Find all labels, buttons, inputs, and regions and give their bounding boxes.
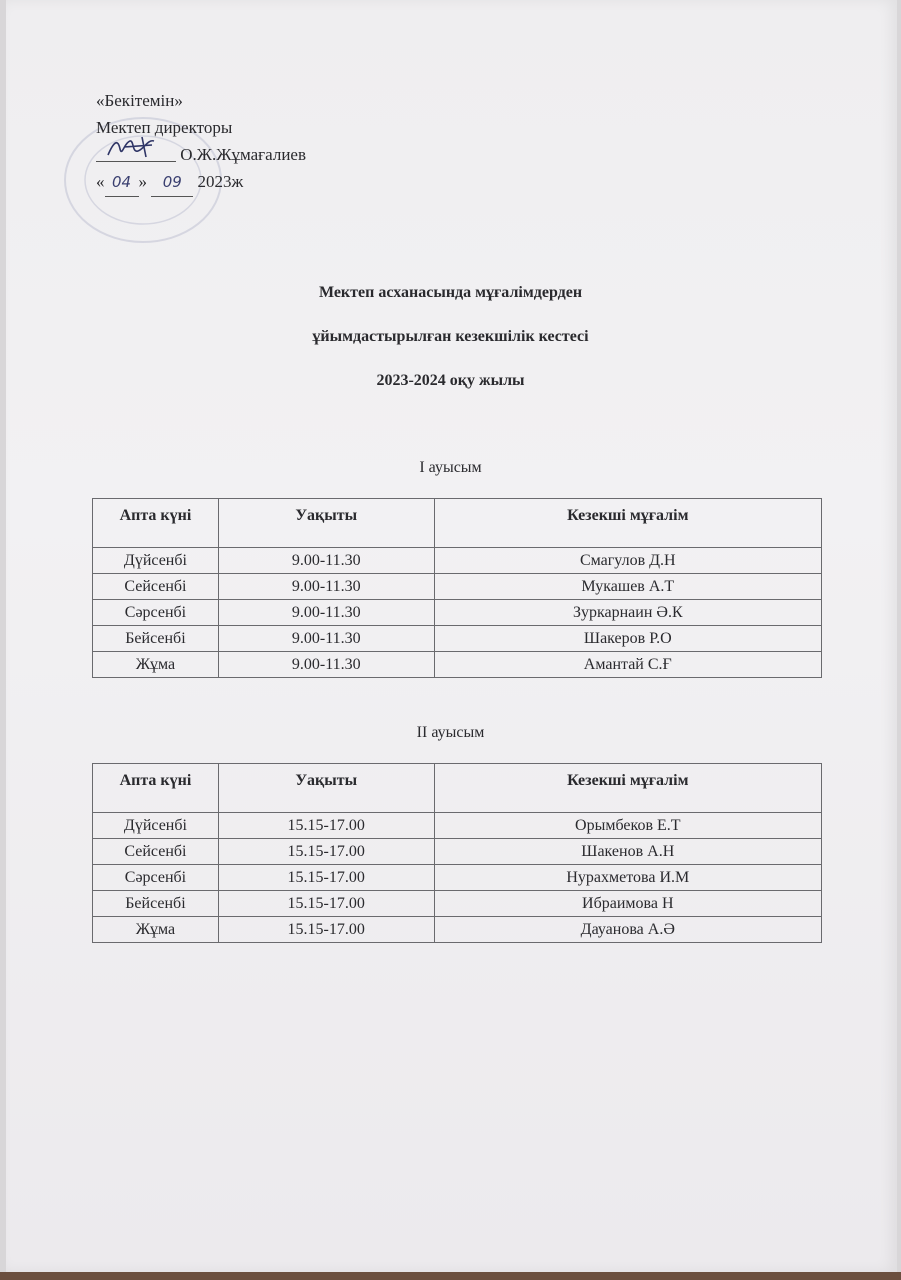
table-row bbox=[93, 574, 822, 600]
cell-time: 9.00-11.30 bbox=[218, 600, 434, 626]
table-row bbox=[93, 652, 822, 678]
shift-2-label: II ауысым bbox=[416, 724, 485, 741]
cell-teacher: Шакеров Р.О bbox=[434, 626, 821, 652]
table-row bbox=[93, 626, 822, 652]
signature bbox=[96, 143, 176, 162]
date-month: 09 bbox=[151, 169, 193, 197]
cell-teacher: Мукашев А.Т bbox=[434, 574, 821, 600]
cell-time: 9.00-11.30 bbox=[218, 548, 434, 574]
signature-line bbox=[96, 141, 306, 168]
table-row bbox=[93, 891, 822, 917]
cell-time: 15.15-17.00 bbox=[218, 865, 434, 891]
cell-teacher: Орымбеков Е.Т bbox=[434, 813, 821, 839]
table-header-row bbox=[93, 764, 822, 813]
cell-teacher: Амантай С.Ғ bbox=[434, 652, 821, 678]
title-line-2: ұйымдастырылған кезекшілік кестесі bbox=[312, 328, 589, 345]
cell-weekday: Сейсенбі bbox=[93, 574, 219, 600]
header-weekday: Апта күні bbox=[93, 764, 219, 813]
cell-time: 15.15-17.00 bbox=[218, 813, 434, 839]
cell-weekday: Дүйсенбі bbox=[93, 813, 219, 839]
cell-time: 15.15-17.00 bbox=[218, 917, 434, 943]
header-time: Уақыты bbox=[218, 764, 434, 813]
date-day: 04 bbox=[105, 169, 139, 197]
table-row bbox=[93, 813, 822, 839]
cell-time: 9.00-11.30 bbox=[218, 626, 434, 652]
cell-weekday: Бейсенбі bbox=[93, 626, 219, 652]
header-teacher: Кезекші мұғалім bbox=[434, 499, 821, 548]
cell-weekday: Жұма bbox=[93, 652, 219, 678]
cell-weekday: Сәрсенбі bbox=[93, 865, 219, 891]
approval-block bbox=[96, 87, 306, 195]
table-row bbox=[93, 865, 822, 891]
cell-weekday: Дүйсенбі bbox=[93, 548, 219, 574]
title-line-1: Мектеп асханасында мұғалімдерден bbox=[318, 284, 583, 301]
shift-1-label: I ауысым bbox=[419, 459, 482, 476]
shift-1-table bbox=[92, 498, 822, 678]
cell-weekday: Сәрсенбі bbox=[93, 600, 219, 626]
cell-time: 15.15-17.00 bbox=[218, 839, 434, 865]
table-row bbox=[93, 839, 822, 865]
cell-teacher: Шакенов А.Н bbox=[434, 839, 821, 865]
cell-time: 9.00-11.30 bbox=[218, 574, 434, 600]
header-teacher: Кезекші мұғалім bbox=[434, 764, 821, 813]
table-row bbox=[93, 548, 822, 574]
header-weekday: Апта күні bbox=[93, 499, 219, 548]
table-header-row bbox=[93, 499, 822, 548]
approve-label: «Бекітемін» bbox=[96, 91, 183, 110]
table-surface bbox=[0, 1272, 901, 1280]
cell-time: 9.00-11.30 bbox=[218, 652, 434, 678]
cell-teacher: Нурахметова И.М bbox=[434, 865, 821, 891]
cell-weekday: Жұма bbox=[93, 917, 219, 943]
date-year: 2023ж bbox=[197, 172, 244, 191]
table-row bbox=[93, 917, 822, 943]
cell-teacher: Ибраимова Н bbox=[434, 891, 821, 917]
cell-time: 15.15-17.00 bbox=[218, 891, 434, 917]
shift-2-table bbox=[92, 763, 822, 943]
cell-teacher: Смагулов Д.Н bbox=[434, 548, 821, 574]
director-name: О.Ж.Жұмағалиев bbox=[180, 145, 306, 164]
header-time: Уақыты bbox=[218, 499, 434, 548]
director-position: Мектеп директоры bbox=[96, 118, 233, 137]
cell-teacher: Зуркарнаин Ә.К bbox=[434, 600, 821, 626]
cell-weekday: Сейсенбі bbox=[93, 839, 219, 865]
title-line-3: 2023-2024 оқу жылы bbox=[376, 372, 525, 389]
table-row bbox=[93, 600, 822, 626]
approval-date: « 04 » 09 2023ж bbox=[96, 168, 306, 195]
signature-icon bbox=[104, 135, 168, 161]
cell-teacher: Дауанова А.Ә bbox=[434, 917, 821, 943]
cell-weekday: Бейсенбі bbox=[93, 891, 219, 917]
